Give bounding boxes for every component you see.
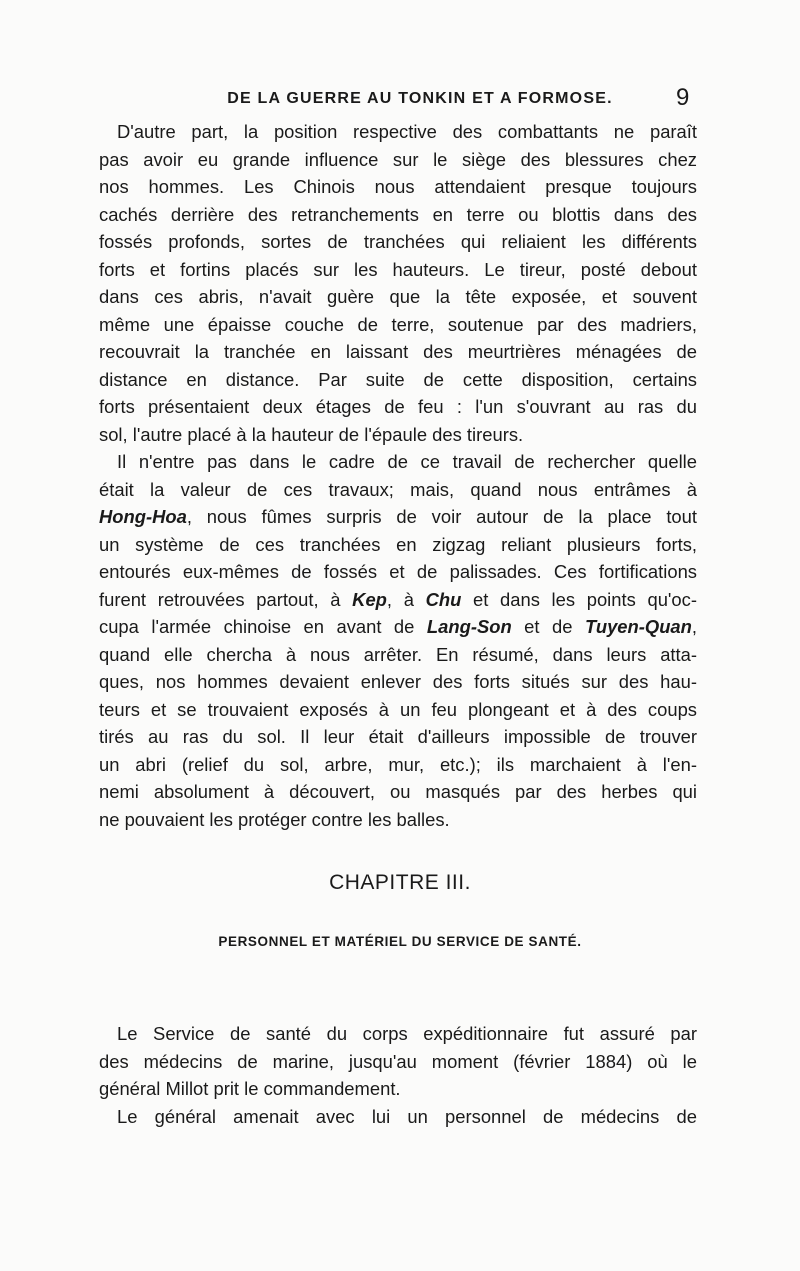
place-name: Kep xyxy=(352,588,387,610)
text-line: fossés profonds, sortes de tranchées qui reliaient les différents xyxy=(99,231,697,252)
body-text-top xyxy=(99,118,697,833)
text-line: cachés derrière des retranchements en terre ou blottis dans des xyxy=(99,203,697,225)
text-line: forts et fortins placés sur les hauteurs. Le tireur, posté debout xyxy=(99,258,697,280)
text-line: Hong-Hoa, nous fûmes surpris de voir autour de la place tout xyxy=(99,506,697,527)
text-line: pas avoir eu grande influence sur le siège des blessures chez xyxy=(99,148,697,170)
place-name: Hong-Hoa xyxy=(99,506,187,527)
text-line: sol, l'autre placé à la hauteur de l'épaule des tireurs. xyxy=(99,423,524,445)
text-line: ques, nos hommes devaient enlever des forts situés sur des hau- xyxy=(99,671,697,692)
text-line: cupa l'armée chinoise en avant de Lang-Son et de Tuyen-Quan, xyxy=(99,616,698,637)
text-line: dans ces abris, n'avait guère que la tête exposée, et souvent xyxy=(99,286,697,307)
text-line: Il n'entre pas dans le cadre de ce travail de rechercher quelle xyxy=(117,451,697,472)
chapter-subtitle: PERSONNEL ET MATÉRIEL DU SERVICE DE SANTÉ. xyxy=(218,934,582,949)
text-line: Le Service de santé du corps expéditionnaire fut assuré par xyxy=(117,1023,697,1044)
text-line: quand elle chercha à nous arrêter. En résumé, dans leurs atta- xyxy=(99,643,697,665)
text-line: ne pouvaient les protéger contre les balles. xyxy=(99,808,450,830)
text-line: était la valeur de ces travaux; mais, quand nous entrâmes à xyxy=(99,478,697,500)
body-text-bottom xyxy=(99,1020,697,1130)
text-line: des médecins de marine, jusqu'au moment (février 1884) où le xyxy=(99,1050,697,1072)
text-line: forts présentaient deux étages de feu : l'un s'ouvrant au ras du xyxy=(99,396,697,417)
text-line: distance en distance. Par suite de cette disposition, certains xyxy=(99,368,697,390)
page-number: 9 xyxy=(676,84,690,111)
text-line: tirés au ras du sol. Il leur était d'ailleurs impossible de trouver xyxy=(99,726,697,747)
place-name: Tuyen-Quan xyxy=(584,616,692,637)
text-line: un système de ces tranchées en zigzag reliant plusieurs forts, xyxy=(99,533,697,555)
place-name: Lang-Son xyxy=(426,616,512,637)
text-line: Le général amenait avec lui un personnel de médecins de xyxy=(117,1105,697,1127)
text-line: un abri (relief du sol, arbre, mur, etc.); ils marchaient à l'en- xyxy=(99,753,697,775)
text-line: même une épaisse couche de terre, soutenue par des madriers, xyxy=(99,313,697,335)
text-line: nemi absolument à découvert, ou masqués par des herbes qui xyxy=(99,781,697,802)
text-line: furent retrouvées partout, à Kep, à Chu et dans les points qu'oc- xyxy=(99,588,697,610)
text-line: D'autre part, la position respective des combattants ne paraît xyxy=(117,121,697,142)
text-line: entourés eux-mêmes de fossés et de palissades. Ces fortifications xyxy=(99,561,697,582)
text-line: général Millot prit le commandement. xyxy=(99,1078,401,1099)
place-name: Chu xyxy=(425,588,462,610)
text-line: recouvrait la tranchée en laissant des meurtrières ménagées de xyxy=(99,341,697,362)
text-line: nos hommes. Les Chinois nous attendaient presque toujours xyxy=(99,176,697,197)
text-line: teurs et se trouvaient exposés à un feu plongeant et à des coups xyxy=(99,698,697,720)
chapter-title: CHAPITRE III. xyxy=(329,871,471,894)
running-header: DE LA GUERRE AU TONKIN ET A FORMOSE. xyxy=(227,90,613,107)
